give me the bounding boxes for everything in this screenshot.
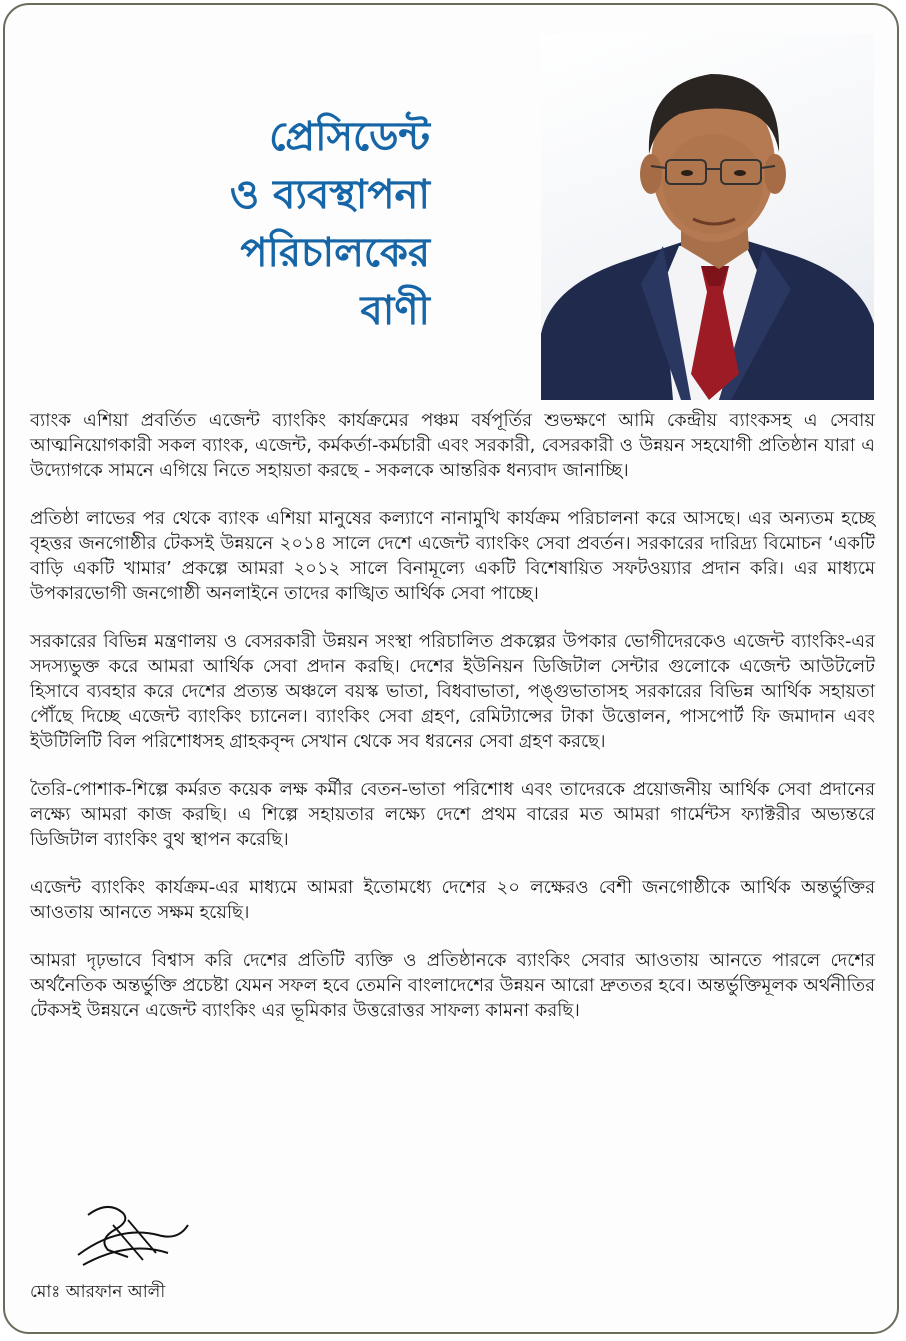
page-title bbox=[155, 108, 430, 340]
message-body bbox=[30, 408, 875, 1046]
title-line-3: পরিচালকের bbox=[240, 230, 430, 276]
title-line-2: ও ব্যবস্থাপনা bbox=[229, 172, 430, 218]
paragraph-5: এজেন্ট ব্যাংকিং কার্যক্রম-এর মাধ্যমে আমরা ইতোমধ্যে দেশের ২০ লক্ষেরও বেশী জনগোষ্ঠীকে আর্থিক অন্তর্ভুক্তির আওতায় আনতে সক্ষম হয়েছি। bbox=[30, 877, 875, 923]
signature-image bbox=[68, 1195, 198, 1275]
president-portrait bbox=[541, 34, 874, 400]
paragraph-3: সরকারের বিভিন্ন মন্ত্রণালয় ও বেসরকারী উন্নয়ন সংস্থা পরিচালিত প্রকল্পের উপকার ভোগীদেরকেও এজেন্ট ব্যাংকিং-এর সদস্যভুক্ত করে আমরা আর্থিক সেবা প্রদান করছি। দেশের ইউনিয়ন ডিজিটাল সেন্টার গুলোকে এজেন্ট আউটলেট হিসাবে ব্যবহার করে দেশের প্রত্যন্ত অঞ্চলে বয়স্ক ভাতা, বিধবাভাতা, পঙ্গুভাতাসহ সরকারের বিভিন্ন আর্থিক সহায়তা পৌঁছে দিচ্ছে এজেন্ট ব্যাংকিং চ্যানেল। ব্যাংকিং সেবা গ্রহণ, রেমিট্যান্সের টাকা উত্তোলন, পাসপোর্ট ফি জমাদান এবং ইউটিলিটি বিল পরিশোধসহ গ্রাহকবৃন্দ সেখান থেকে সব ধরনের সেবা গ্রহণ করছে। bbox=[30, 631, 875, 752]
title-line-1: প্রেসিডেন্ট bbox=[269, 114, 430, 160]
paragraph-6: আমরা দৃঢ়ভাবে বিশ্বাস করি দেশের প্রতিটি ব্যক্তি ও প্রতিষ্ঠানকে ব্যাংকিং সেবার আওতায় আনতে পারলে দেশের অর্থনৈতিক অন্তর্ভুক্তি প্রচেষ্টা যেমন সফল হবে তেমনি বাংলাদেশের উন্নয়ন আরো দ্রুততর হবে। অন্তর্ভুক্তিমূলক অর্থনীতির টেকসই উন্নয়নে এজেন্ট ব্যাংকিং এর ভূমিকার উত্তরোত্তর সাফল্য কামনা করছি। bbox=[30, 950, 875, 1021]
title-line-4: বাণী bbox=[360, 288, 430, 334]
signatory-name: মোঃ আরফান আলী bbox=[30, 1282, 166, 1302]
paragraph-4: তৈরি-পোশাক-শিল্পে কর্মরত কয়েক লক্ষ কর্মীর বেতন-ভাতা পরিশোধ এবং তাদেরকে প্রয়োজনীয় আর্থিক সেবা প্রদানের লক্ষ্যে আমরা কাজ করছি। এ শিল্পে সহায়তার লক্ষ্যে দেশে প্রথম বারের মত আমরা গার্মেন্টস ফ্যাক্টরীর অভ্যন্তরে ডিজিটাল ব্যাংকিং বুথ স্থাপন করেছি। bbox=[30, 779, 875, 850]
paragraph-1: ব্যাংক এশিয়া প্রবর্তিত এজেন্ট ব্যাংকিং কার্যক্রমের পঞ্চম বর্ষপূর্তির শুভক্ষণে আমি কেন্দ্রীয় ব্যাংকসহ এ সেবায় আত্মনিয়োগকারী সকল ব্যাংক, এজেন্ট, কর্মকর্তা-কর্মচারী এবং সরকারী, বেসরকারী ও উন্নয়ন সহযোগী প্রতিষ্ঠান যারা এ উদ্যোগকে সামনে এগিয়ে নিতে সহায়তা করছে - সকলকে আন্তরিক ধন্যবাদ জানাচ্ছি। bbox=[30, 410, 875, 481]
paragraph-2: প্রতিষ্ঠা লাভের পর থেকে ব্যাংক এশিয়া মানুষের কল্যাণে নানামুখি কার্যক্রম পরিচালনা করে আসছে। এর অন্যতম হচ্ছে বৃহত্তর জনগোষ্ঠীর টেকসই উন্নয়নে ২০১৪ সালে দেশে এজেন্ট ব্যাংকিং সেবা প্রবর্তন। সরকারের দারিদ্র্য বিমোচন ‘একটি বাড়ি একটি খামার’ প্রকল্পে আমরা ২০১২ সালে বিনামূল্যে একটি বিশেষায়িত সফটওয়্যার প্রদান করি। এর মাধ্যমে উপকারভোগী জনগোষ্ঠী অনলাইনে তাদের কাঙ্খিত আর্থিক সেবা পাচ্ছে। bbox=[30, 508, 875, 604]
